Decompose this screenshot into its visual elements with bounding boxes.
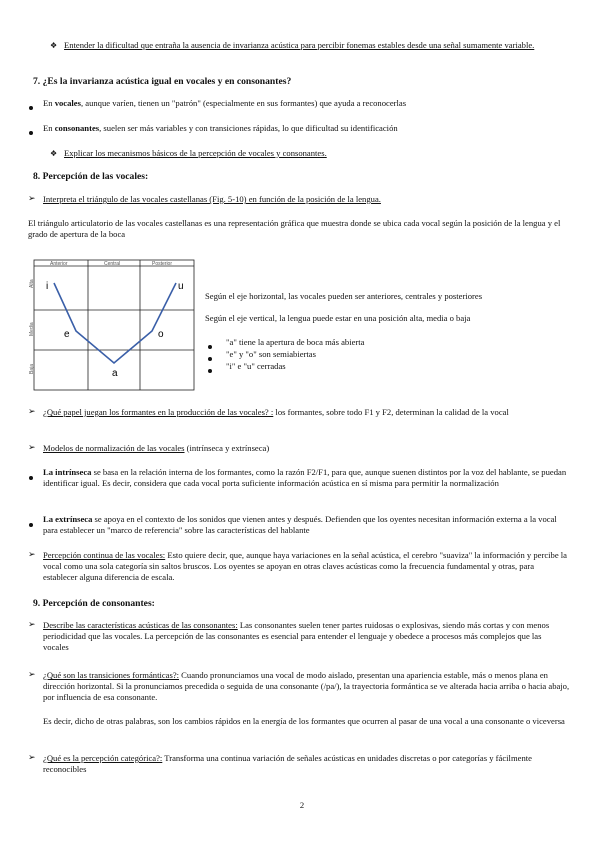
vowel-a: a — [112, 368, 118, 379]
transitions-summary: Es decir, dicho de otras palabras, son los cambios rápidos en la energía de los formantes que ocurren al pasar de una vocal a una consonante o viceversa — [43, 716, 565, 726]
col-label-anterior: Anterior — [50, 261, 68, 267]
arrow-bullet-icon: ➢ — [28, 670, 36, 680]
vowel-u: u — [178, 281, 184, 292]
vowel-o: o — [158, 329, 164, 340]
section-9-heading: 9. Percepción de consonantes: — [33, 598, 155, 609]
triangle-paragraph: El triángulo articulatorio de las vocales castellanas es una representación gráfica que muestra donde se ubica cada vocal según la posición de la lengua y el grado de apertura de la boca — [28, 218, 561, 240]
round-bullet-icon — [29, 519, 33, 530]
page-number: 2 — [299, 800, 305, 810]
diamond-bullet-icon: ❖ — [50, 41, 58, 50]
arrow-bullet-icon: ➢ — [28, 443, 36, 453]
arrow-bullet-icon: ➢ — [28, 407, 36, 417]
col-label-central: Central — [104, 261, 121, 267]
round-bullet-icon — [29, 472, 33, 483]
row-label-alta: Alta — [29, 279, 35, 288]
figure-list-item: "i" e "u" cerradas — [226, 361, 286, 371]
formant-transitions-paragraph: ¿Qué son las transiciones formánticas?: Cuando pronunciamos una vocal de modo aislado, presentan una apariencia estable, más o menos plana en dirección horizontal. Si la pronunciamos precedida o seguida de una consonante (/pa/), la trayectoria formántica se ve alterada hacia arriba o hacia abajo, por influencia de esa consonante. — [43, 670, 570, 703]
round-bullet-icon — [29, 102, 33, 113]
figure-list-item: "e" y "o" son semiabiertas — [226, 349, 316, 359]
objective-text: Entender la dificultad que entraña la ausencia de invarianza acústica para percibir fonemas estables desde una señal sumamente variable. — [64, 40, 535, 50]
arrow-bullet-icon: ➢ — [28, 753, 36, 763]
col-label-posterior: Posterior — [152, 261, 173, 267]
round-bullet-icon — [208, 353, 212, 364]
vowel-e: e — [64, 329, 70, 340]
round-bullet-icon — [208, 365, 212, 376]
continuous-perception-paragraph: Percepción continua de las vocales: Esto quiere decir, que, aunque haya variaciones en la señal acústica, el cerebro "suaviza" la información y percibe la vocal como una sola categoría sin saltos bruscos. Los oyentes se apoyan en otras claves acústicas como la frecuencia fundamental y otras, para establecer alguna diferencia de escala. — [43, 550, 567, 583]
categorical-perception-paragraph: ¿Qué es la percepción categórica?: Transforma una continua variación de señales acústicas en unidades discretas o por categorías y fácilmente reconocibles — [43, 753, 532, 775]
round-bullet-icon — [208, 341, 212, 352]
arrow-bullet-icon: ➢ — [28, 620, 36, 630]
vowel-i: i — [46, 281, 49, 292]
section-8-heading: 8. Percepción de las vocales: — [33, 171, 149, 182]
extrinsic-paragraph: La extrínseca se apoya en el contexto de los sonidos que vienen antes y después. Defienden que los oyentes necesitan información externa a la vocal para establecer un "marco de referencia" sobre las características del hablante — [43, 514, 557, 536]
consonant-characteristics-paragraph: Describe las características acústicas de las consonantes: Las consonantes suelen tener partes ruidosas o explosivas, siendo más cortas y con menos periodicidad que las vocales. La percepción de las consonantes es esencial para entender el lenguaje y obedece a procesos más complejos que las vocales — [43, 620, 550, 653]
consonants-paragraph: En consonantes, suelen ser más variables y con transiciones rápidas, lo que dificultad su identificación — [43, 123, 398, 133]
vertical-axis-text: Según el eje vertical, la lengua puede estar en una posición alta, media o baja — [205, 313, 471, 323]
normalization-models: Modelos de normalización de las vocales (intrínseca y extrínseca) — [43, 443, 270, 453]
arrow-bullet-icon: ➢ — [28, 194, 36, 204]
vowel-triangle-line — [54, 283, 176, 363]
formants-paragraph: ¿Qué papel juegan los formantes en la producción de las vocales? : los formantes, sobre todo F1 y F2, determinan la calidad de la vocal — [43, 407, 509, 417]
intrinsic-paragraph: La intrínseca se basa en la relación interna de los formantes, como la razón F2/F1, para que, aunque suenen distintos por la voz del hablante, se puedan identificar igual. Es decir, considera que cada vocal porta suficiente información acústica en sí misma para permitir la normalización — [43, 467, 567, 489]
section-7-heading: 7. ¿Es la invarianza acústica igual en vocales y en consonantes? — [33, 76, 292, 87]
round-bullet-icon — [29, 127, 33, 138]
vowel-triangle-figure — [28, 256, 198, 392]
row-label-media: Media — [29, 322, 35, 336]
figure-list-item: "a" tiene la apertura de boca más abierta — [226, 337, 365, 347]
horizontal-axis-text: Según el eje horizontal, las vocales pueden ser anteriores, centrales y posteriores — [205, 291, 483, 301]
row-label-baja: Baja — [29, 363, 35, 374]
objective-text: Explicar los mecanismos básicos de la percepción de vocales y consonantes. — [64, 148, 327, 158]
question-text: Interpreta el triángulo de las vocales castellanas (Fig. 5-10) en función de la posición de la lengua. — [43, 194, 381, 204]
arrow-bullet-icon: ➢ — [28, 550, 36, 560]
vowels-paragraph: En vocales, aunque varíen, tienen un "patrón" (especialmente en sus formantes) que ayuda a reconocerlas — [43, 98, 407, 108]
diamond-bullet-icon: ❖ — [50, 149, 58, 158]
